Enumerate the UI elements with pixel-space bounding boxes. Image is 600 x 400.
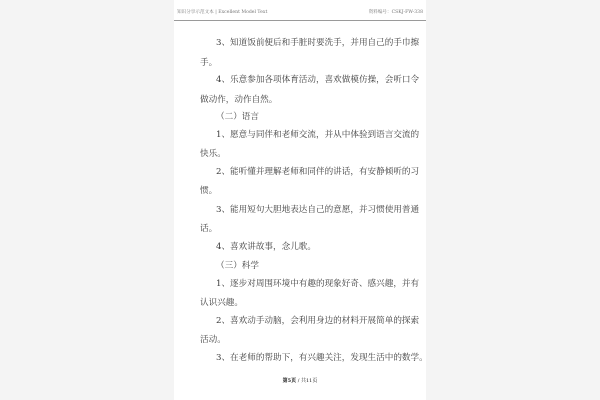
header-right-text: 资料编号：CSKJ-FW-338 [368, 10, 423, 15]
page-footer [174, 377, 426, 384]
paragraph-line: 2、能听懂并理解老师和同伴的讲话，有安静倾听的习 [216, 167, 420, 177]
page-header [174, 6, 426, 18]
paragraph-line: 快乐。 [200, 149, 226, 159]
paragraph-line: 3、在老师的帮助下，有兴趣关注，发现生活中的数学。 [216, 353, 428, 363]
paragraph-line: 活动。 [200, 335, 226, 345]
paragraph-line: 4、喜欢讲故事，念儿歌。 [216, 242, 316, 252]
paragraph-line: 做动作，动作自然。 [200, 95, 278, 105]
header-rule [174, 20, 426, 21]
paragraph-line: 手。 [200, 58, 218, 68]
paragraph-line: 认识兴趣。 [200, 298, 243, 308]
section-heading: （三）科学 [216, 261, 259, 271]
header-left-text: 知识分享示范文本 | Excellent Model Text [177, 10, 268, 15]
paragraph-line: 惯。 [200, 186, 218, 196]
section-heading: （二）语言 [216, 112, 259, 122]
page-separator: / [296, 378, 301, 384]
paragraph-line: 1、愿意与同伴和老师交流，并从中体验到语言交流的 [216, 130, 420, 140]
paragraph-line: 话。 [200, 224, 218, 234]
paragraph-line: 4、乐意参加各项体育活动，喜欢做模仿操，会听口令 [216, 75, 420, 85]
page-total: 共11页 [300, 378, 318, 384]
document-page [174, 0, 426, 400]
paragraph-line: 2、喜欢动手动脑，会利用身边的材料开展简单的探索 [216, 316, 420, 326]
paragraph-line: 1、逐步对周围环境中有趣的现象好奇、感兴趣，并有 [216, 279, 420, 289]
paragraph-line: 3、知道饭前便后和手脏时要洗手，并用自己的手巾擦 [216, 38, 420, 48]
paragraph-line: 3、能用短句大胆地表达自己的意愿，并习惯使用普通 [216, 205, 420, 215]
page-number: 第5页 [282, 378, 297, 384]
